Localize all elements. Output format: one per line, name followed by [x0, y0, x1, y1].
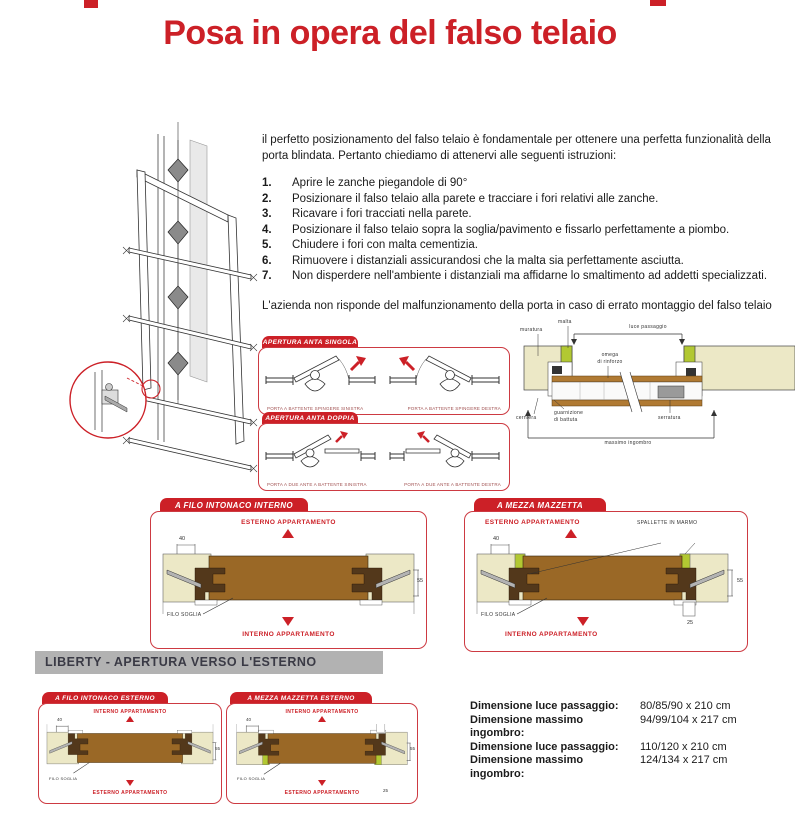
falso-telaio-bar — [523, 556, 682, 600]
page-corner-mark-left — [84, 0, 98, 8]
filo-soglia-label: FILO SOGLIA — [237, 776, 266, 781]
open-direction-arrow-icon — [351, 356, 366, 370]
door-leaf-section — [552, 372, 702, 412]
dim-40: 40 — [246, 717, 252, 722]
liberty-section-header: LIBERTY - APERTURA VERSO L'ESTERNO — [35, 651, 383, 674]
dimension-row — [470, 714, 792, 741]
omega-label: omega — [601, 352, 619, 358]
open-direction-arrow-icon — [399, 356, 414, 370]
door-swing-right-diagram — [387, 352, 502, 396]
swing-arc — [339, 359, 349, 380]
list-item — [262, 254, 790, 270]
arrow-down-icon — [282, 617, 294, 626]
step-text: Rimuovere i distanziali assicurandosi che la malta sia perfettamente asciutta. — [292, 254, 684, 267]
step-text: Aprire le zanche piegandole di 90° — [292, 177, 468, 189]
mezza-esterno-box — [226, 703, 418, 804]
arrow-up-icon — [282, 529, 294, 538]
swing-arc — [416, 359, 426, 380]
spallette-label: SPALLETTE IN MARMO — [637, 520, 698, 526]
list-item — [262, 176, 790, 192]
apertura-doppia-header: APERTURA ANTA DOPPIA — [262, 412, 358, 424]
malta-label: malta — [558, 319, 572, 325]
dim-40: 40 — [57, 717, 63, 722]
arrow-down-icon — [318, 780, 326, 786]
section-drawing — [232, 724, 412, 777]
falso-telaio-3d-diagram — [55, 100, 265, 478]
dimension-label: Dimensione massimo ingombro: — [470, 713, 584, 739]
massimo-ingombro-label: massimo ingombro — [604, 440, 652, 446]
door-swing-left-diagram — [263, 352, 378, 396]
cerniera-label: cerniera — [516, 415, 537, 421]
dimension-value: 80/85/90 x 210 cm — [640, 700, 731, 712]
serratura-label: serratura — [658, 415, 681, 421]
lock-body — [658, 386, 684, 398]
dim-25: 25 — [383, 788, 389, 793]
dimension-value: 94/99/104 x 217 cm — [640, 713, 737, 726]
filo-interno-header: A FILO INTONACO INTERNO — [160, 498, 308, 512]
disclaimer-text: L'azienda non risponde del malfunzionamento della porta in caso di errato montaggio del falso telaio — [262, 299, 772, 312]
esterno-label: ESTERNO APPARTAMENTO — [241, 519, 336, 526]
step-number: 3. — [262, 208, 272, 220]
filo-interno-box — [150, 511, 427, 649]
double-door-right-diagram — [387, 428, 502, 472]
step-number: 4. — [262, 223, 272, 236]
arrow-up-icon — [126, 716, 134, 722]
step-number: 6. — [262, 254, 272, 267]
page-corner-mark-right — [650, 0, 666, 6]
section-drawing — [43, 724, 217, 776]
step-number: 7. — [262, 270, 272, 282]
step-number: 1. — [262, 177, 272, 189]
dim-55: 55 — [215, 746, 221, 751]
interno-label: INTERNO APPARTAMENTO — [93, 709, 167, 715]
dimension-row — [470, 741, 792, 755]
open-direction-arrow-icon — [336, 431, 348, 442]
dim-40: 40 — [179, 536, 186, 542]
falso-telaio-bar — [209, 556, 368, 600]
filo-soglia-label: FILO SOGLIA — [49, 776, 78, 781]
arrow-down-icon — [577, 617, 589, 626]
diagram-caption: PORTA A BATTENTE SPINGERE SINISTRA — [267, 406, 364, 411]
omega-label: di rinforzo — [597, 359, 623, 365]
guarnizione-label: guarnizione — [554, 410, 584, 416]
dim-55: 55 — [410, 746, 416, 751]
list-item — [262, 269, 790, 285]
dim-55: 55 — [737, 578, 744, 584]
arrow-up-icon — [565, 529, 577, 538]
esterno-label: ESTERNO APPARTAMENTO — [284, 790, 360, 796]
guarnizione-label: di battuta — [554, 417, 578, 423]
list-item — [262, 192, 790, 208]
dim-55: 55 — [417, 578, 424, 584]
diagram-caption: PORTA A BATTENTE SPINGERE DESTRA — [407, 406, 501, 411]
arrow-down-icon — [126, 780, 134, 786]
list-item — [262, 223, 790, 239]
filo-esterno-header: A FILO INTONACO ESTERNO — [42, 692, 168, 704]
mirrored-section — [237, 724, 408, 765]
falso-telaio-3d-figure — [55, 100, 265, 478]
esterno-label: ESTERNO APPARTAMENTO — [92, 790, 168, 796]
second-door-leaf — [406, 449, 440, 453]
list-item — [262, 238, 790, 254]
dimensions-block — [470, 700, 792, 781]
dim-40: 40 — [493, 536, 500, 542]
zanche-anchors — [168, 140, 188, 400]
door-cross-section-figure — [508, 318, 795, 460]
mezza-mazzetta-header: A MEZZA MAZZETTA — [474, 498, 606, 512]
filo-esterno-box — [38, 703, 222, 804]
list-item — [262, 207, 790, 223]
open-direction-arrow-icon — [417, 431, 429, 442]
apertura-doppia-box — [258, 423, 510, 491]
muratura-label: muratura — [520, 327, 543, 333]
dimension-row — [470, 700, 792, 714]
mezza-mazzetta-box — [464, 511, 748, 652]
dimension-row — [470, 754, 792, 781]
step-text: Posizionare il falso telaio alla parete e tracciare i fori relativi alle zanche. — [292, 192, 659, 205]
double-door-left-diagram — [263, 428, 378, 472]
apertura-singola-header: APERTURA ANTA SINGOLA — [262, 336, 358, 348]
dimension-value: 124/134 x 217 cm — [640, 754, 728, 766]
dim-25: 25 — [687, 620, 694, 626]
filo-soglia-label: FILO SOGLIA — [481, 612, 516, 618]
interno-label: INTERNO APPARTAMENTO — [242, 631, 335, 638]
step-number: 2. — [262, 192, 272, 205]
step-text: Ricavare i fori tracciati nella parete. — [292, 208, 472, 220]
page-title: Posa in opera del falso telaio — [163, 14, 617, 52]
dimension-value: 110/120 x 210 cm — [640, 740, 727, 753]
interno-label: INTERNO APPARTAMENTO — [285, 709, 359, 715]
door-cross-section-diagram — [508, 318, 795, 460]
dimension-label: Dimensione massimo ingombro: — [470, 754, 584, 780]
second-door-leaf — [325, 449, 359, 453]
instructions-block — [262, 133, 790, 314]
step-number: 5. — [262, 239, 272, 251]
step-text: Chiudere i fori con malta cementizia. — [292, 239, 478, 251]
step-text: Posizionare il falso telaio sopra la soglia/pavimento e fissarlo perfettamente a piombo. — [292, 223, 730, 236]
luce-passaggio-label: luce passaggio — [629, 324, 667, 330]
diagram-caption: PORTA A DUE ANTE A BATTENTE DESTRA — [404, 482, 501, 487]
section-drawing — [157, 542, 420, 620]
mezza-esterno-header: A MEZZA MAZZETTA ESTERNO — [230, 692, 372, 704]
dimension-label: Dimensione luce passaggio: — [470, 740, 619, 753]
arrow-up-icon — [318, 716, 326, 722]
interno-label: INTERNO APPARTAMENTO — [505, 631, 598, 638]
mirrored-section — [47, 724, 213, 764]
step-text: Non disperdere nell'ambiente i distanziali ma affidarne lo smaltimento ad addetti specializzati. — [292, 270, 768, 282]
dimension-label: Dimensione luce passaggio: — [470, 700, 619, 712]
section-drawing — [471, 542, 734, 620]
esterno-label: ESTERNO APPARTAMENTO — [485, 519, 580, 526]
filo-soglia-label: FILO SOGLIA — [167, 612, 202, 618]
intro-paragraph: il perfetto posizionamento del falso telaio è fondamentale per ottenere una perfetta funzionalità della porta blindata. Pertanto chiediamo di attenervi alle seguenti istruzioni: — [262, 134, 771, 162]
diagram-caption: PORTA A DUE ANTE A BATTENTE SINISTRA — [267, 482, 367, 487]
apertura-singola-box — [258, 347, 510, 415]
